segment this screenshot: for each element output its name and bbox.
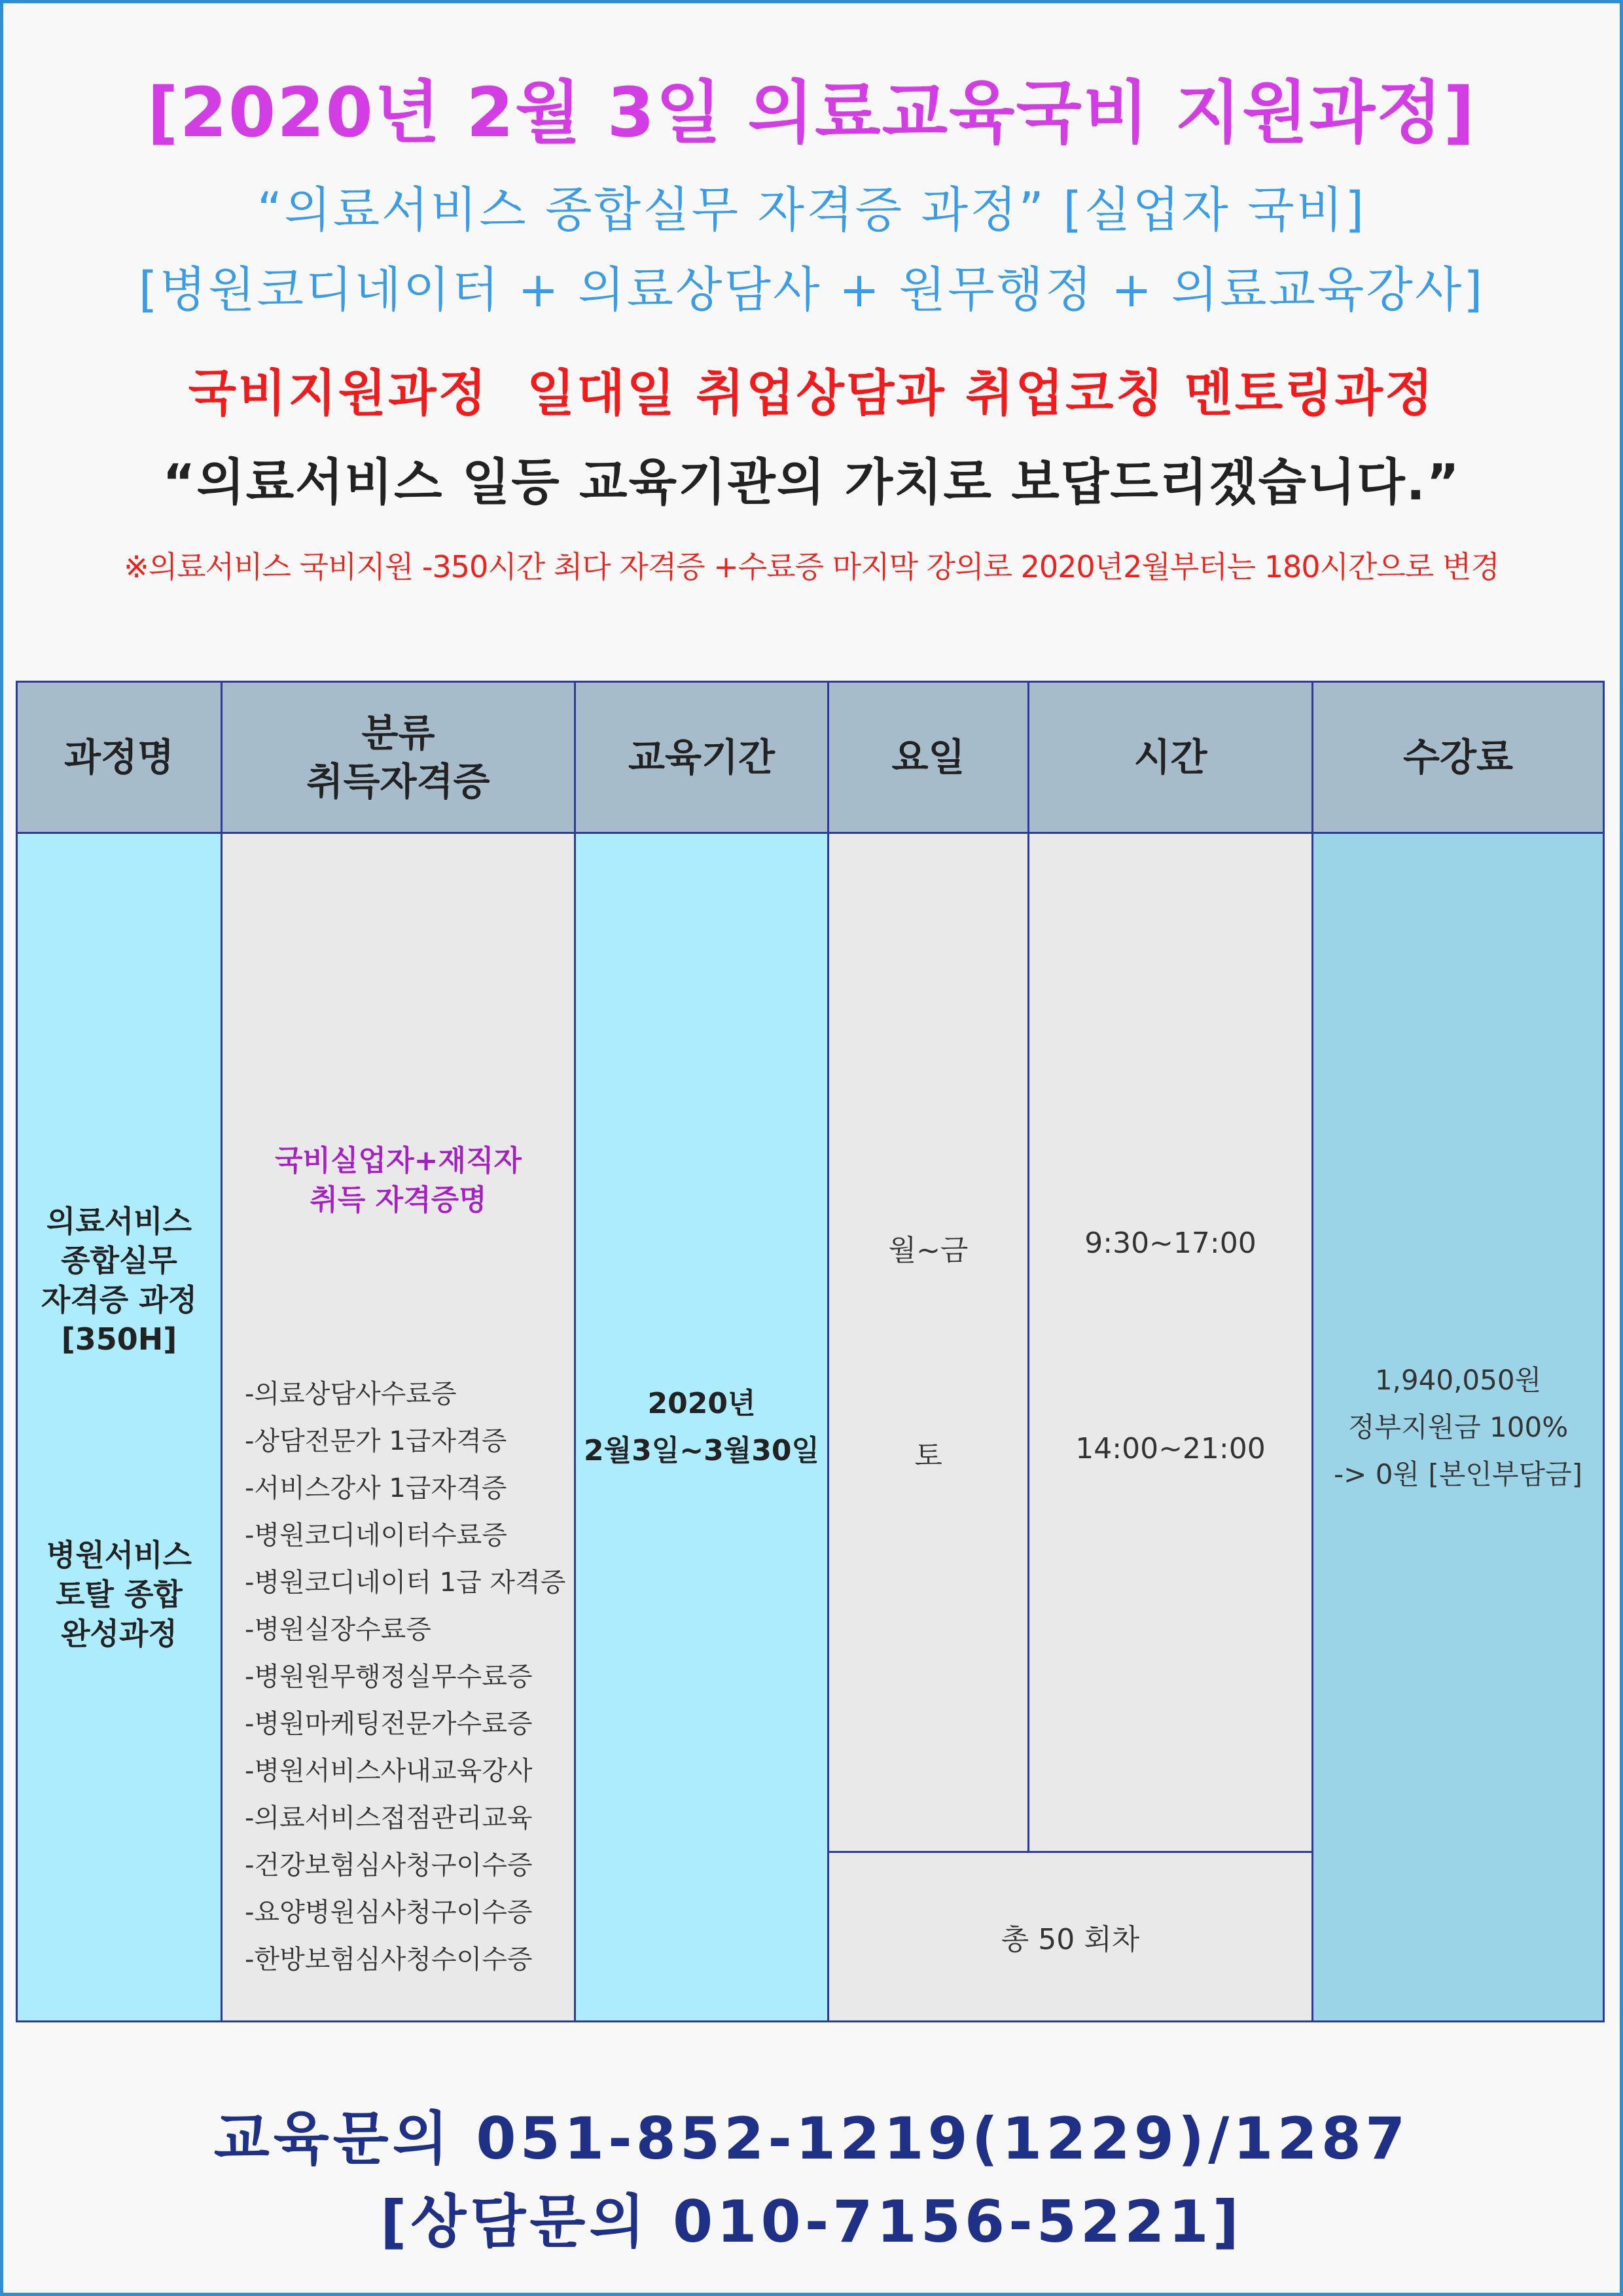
consult-contact: [상담문의 010-7156-5221] [380,2188,1243,2255]
list-item: -병원서비스사내교육강사 [245,1756,533,1786]
list-item: -병원코디네이터 1급 자격증 [245,1568,566,1598]
header-category: 분류 취득자격증 [223,683,576,834]
day-cell [829,834,1029,1853]
day-weekday: 월~금 [888,1234,969,1267]
program-description: 국비지원과정 일대일 취업상담과 취업코칭 멘토링과정 [188,364,1435,422]
list-item: -상담전문가 1급자격증 [245,1426,507,1456]
header-period: 교육기간 [576,683,829,834]
header-fee: 수강료 [1313,683,1603,834]
sessions-cell: 총 50 회차 [829,1853,1313,2020]
certificate-category-title: 국비실업자+재직자 취득 자격증명 [275,1144,522,1217]
course-table [16,681,1605,2022]
course-tracks: [병원코디네이터 + 의료상담사 + 원무행정 + 의료교육강사] [138,262,1485,318]
list-item: -의료상담사수료증 [245,1379,457,1409]
list-item: -요양병원심사청구이수증 [245,1897,533,1928]
day-saturday: 토 [914,1439,942,1473]
time-saturday: 14:00~21:00 [1075,1432,1266,1465]
time-weekday: 9:30~17:00 [1084,1227,1257,1260]
notice-text: ※의료서비스 국비지원 -350시간 최다 자격증 +수료증 마지막 강의로 2020년2월부터는 180시간으로 변경 [124,549,1499,584]
list-item: -병원마케팅전문가수료증 [245,1709,533,1739]
slogan-quote: “의료서비스 일등 교육기관의 가치로 보답드리겠습니다.” [162,453,1461,511]
fee-cell: 1,940,050원 정부지원금 100% -> 0원 [본인부담금] [1313,834,1603,2020]
list-item: -건강보험심사청구이수증 [245,1850,533,1880]
header-course: 과정명 [18,683,223,834]
education-contact: 교육문의 051-852-1219(1229)/1287 [213,2105,1410,2172]
certificate-list [223,1371,574,1983]
course-subtitle: “의료서비스 종합실무 자격증 과정” [실업자 국비] [257,182,1366,238]
list-item: -병원실장수료증 [245,1615,431,1645]
certificate-cell [223,834,576,2020]
period-cell: 2020년 2월3일~3월30일 [576,834,829,2020]
time-cell [1029,834,1313,1853]
course-name-cell: 의료서비스 종합실무 자격증 과정 [350H] 병원서비스 토탈 종합 완성과정 [18,834,223,2020]
list-item: -병원원무행정실무수료증 [245,1662,533,1692]
list-item: -한방보험심사청수이수증 [245,1945,533,1975]
list-item: -병원코디네이터수료증 [245,1520,507,1551]
header-time: 시간 [1029,683,1313,834]
list-item: -서비스강사 1급자격증 [245,1473,507,1503]
header-day: 요일 [829,683,1029,834]
page-title: [2020년 2월 3일 의료교육국비 지원과정] [147,73,1476,152]
list-item: -의료서비스접점관리교육 [245,1803,533,1833]
